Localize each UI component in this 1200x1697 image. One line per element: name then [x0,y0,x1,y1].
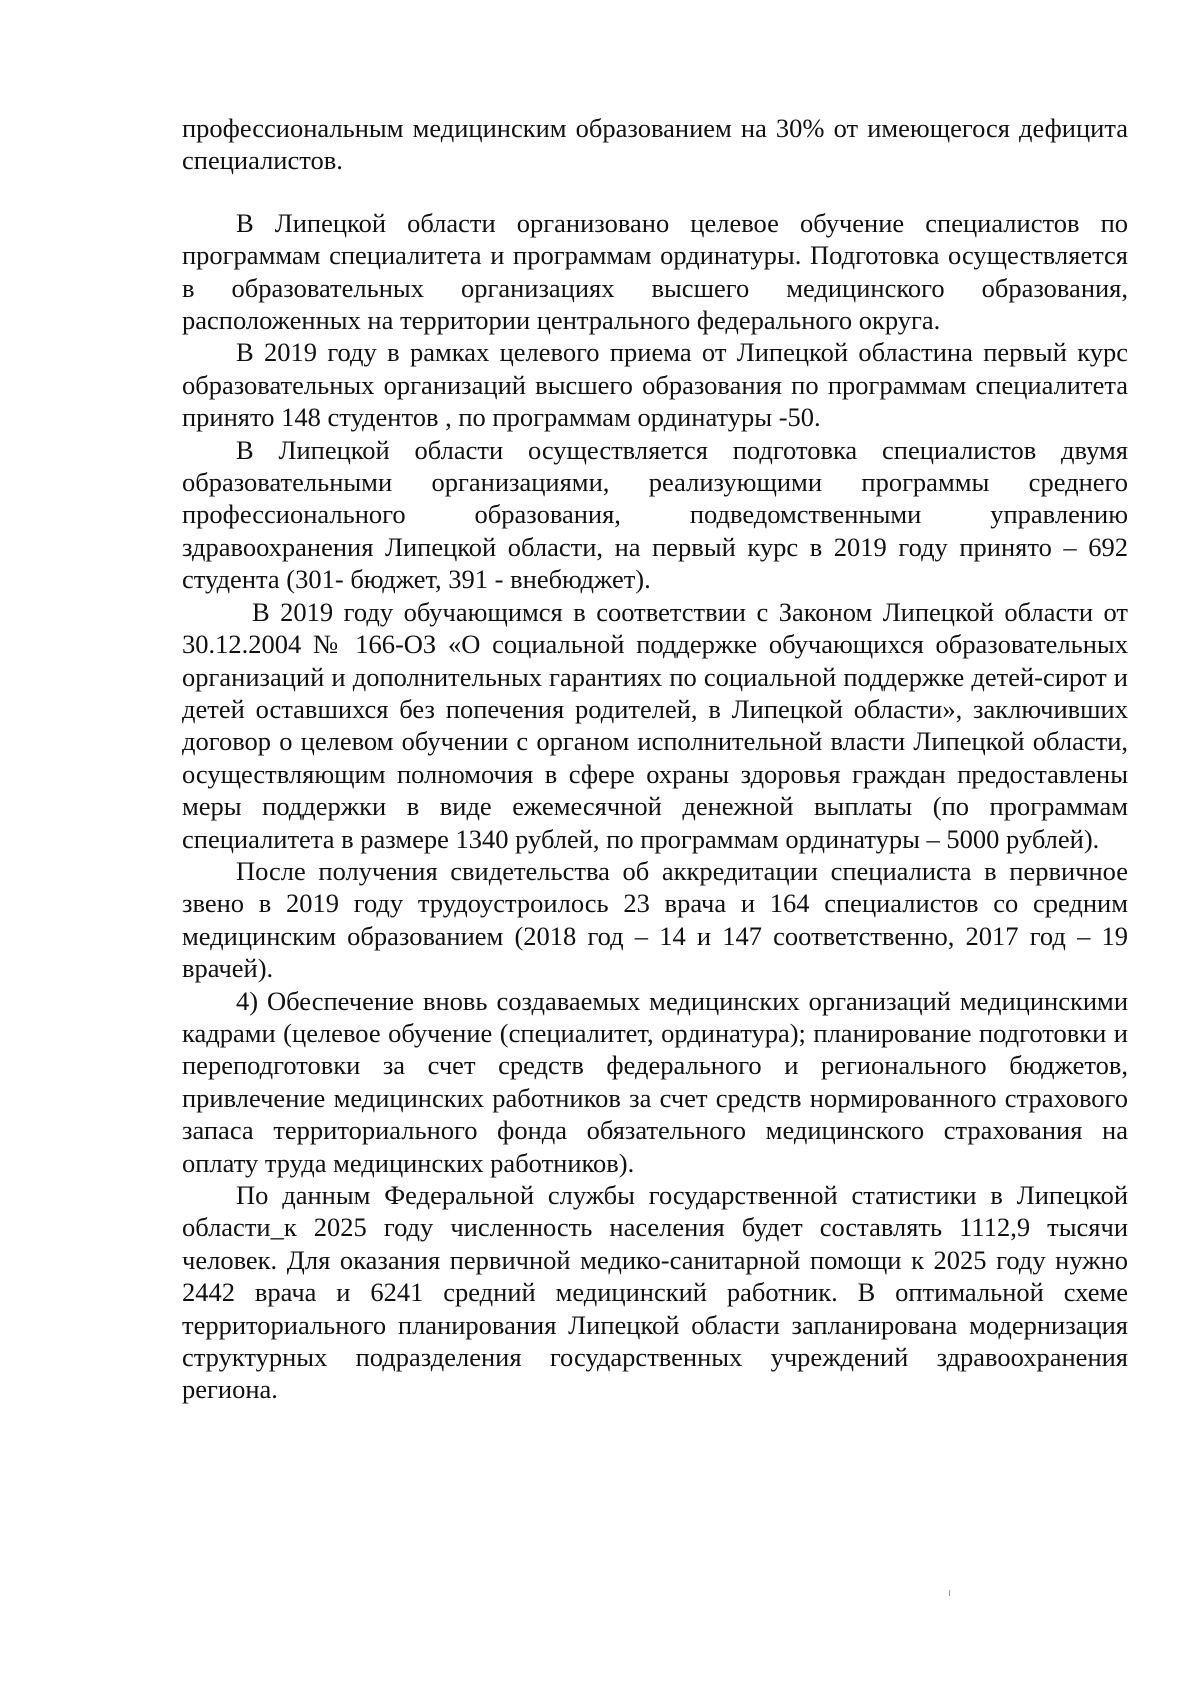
paragraph-targeted-admission-2019: В 2019 году в рамках целевого приема от Липецкой областина первый курс образовательных организаций высшего образования по программам специалитета принято 148 студентов , по программам ординатуры -50. [182,337,1128,433]
paragraph-continuation: профессиональным медицинским образованием на 30% от имеющегося дефицита специалистов. [182,113,1128,176]
paragraph-employment: После получения свидетельства об аккредитации специалиста в первичное звено в 2019 году трудоустроилось 23 врача и 164 специалистов со средним медицинским образованием (2018 год – 14 и 147 соответственно, 2017 год – 19 врачей). [182,855,1128,984]
paragraph-secondary-education: В Липецкой области осуществляется подготовка специалистов двумя образовательными организациями, реализующими программы среднего профессионального образования, подведомственными управлению здравоохранения Липецкой области, на первый курс в 2019 году принято – 692 студента (301- бюджет, 391 - внебюджет). [182,434,1128,595]
paragraph-gap [182,177,1128,207]
scan-mark [949,1590,950,1596]
paragraph-targeted-training: В Липецкой области организовано целевое обучение специалистов по программам специалитета и программам ординатуры. Подготовка осуществляется в образовательных организациях высшего медицинского образования, расположенных на территории центрального федерального округа. [182,207,1128,336]
document-body [182,112,1128,1406]
paragraph-new-organizations-staffing: 4) Обеспечение вновь создаваемых медицинских организаций медицинскими кадрами (целевое обучение (специалитет, ординатура); планирование подготовки и переподготовки за счет средств федерального и регионального бюджетов, привлечение медицинских работников за счет средств нормированного страхового запаса территориального фонда обязательного медицинского страхования на оплату труда медицинских работников). [182,985,1128,1178]
paragraph-social-support: В 2019 году обучающимся в соответствии с Законом Липецкой области от 30.12.2004 № 166-ОЗ «О социальной поддержке обучающихся образовательных организаций и дополнительных гарантиях по социальной поддержке детей-сирот и детей оставшихся без попечения родителей, в Липецкой области», заключивших договор о целевом обучении с органом исполнительной власти Липецкой области, осуществляющим полномочия в сфере охраны здоровья граждан предоставлены меры поддержки в виде ежемесячной денежной выплаты (по программам специалитета в размере 1340 рублей, по программам ординатуры – 5000 рублей). [182,596,1128,854]
paragraph-population-forecast: По данным Федеральной службы государственной статистики в Липецкой области_к 2025 году численность населения будет составлять 1112,9 тысячи человек. Для оказания первичной медико-санитарной помощи к 2025 году нужно 2442 врача и 6241 средний медицинский работник. В оптимальной схеме территориального планирования Липецкой области запланирована модернизация структурных подразделения государственных учреждений здравоохранения региона. [182,1180,1128,1405]
